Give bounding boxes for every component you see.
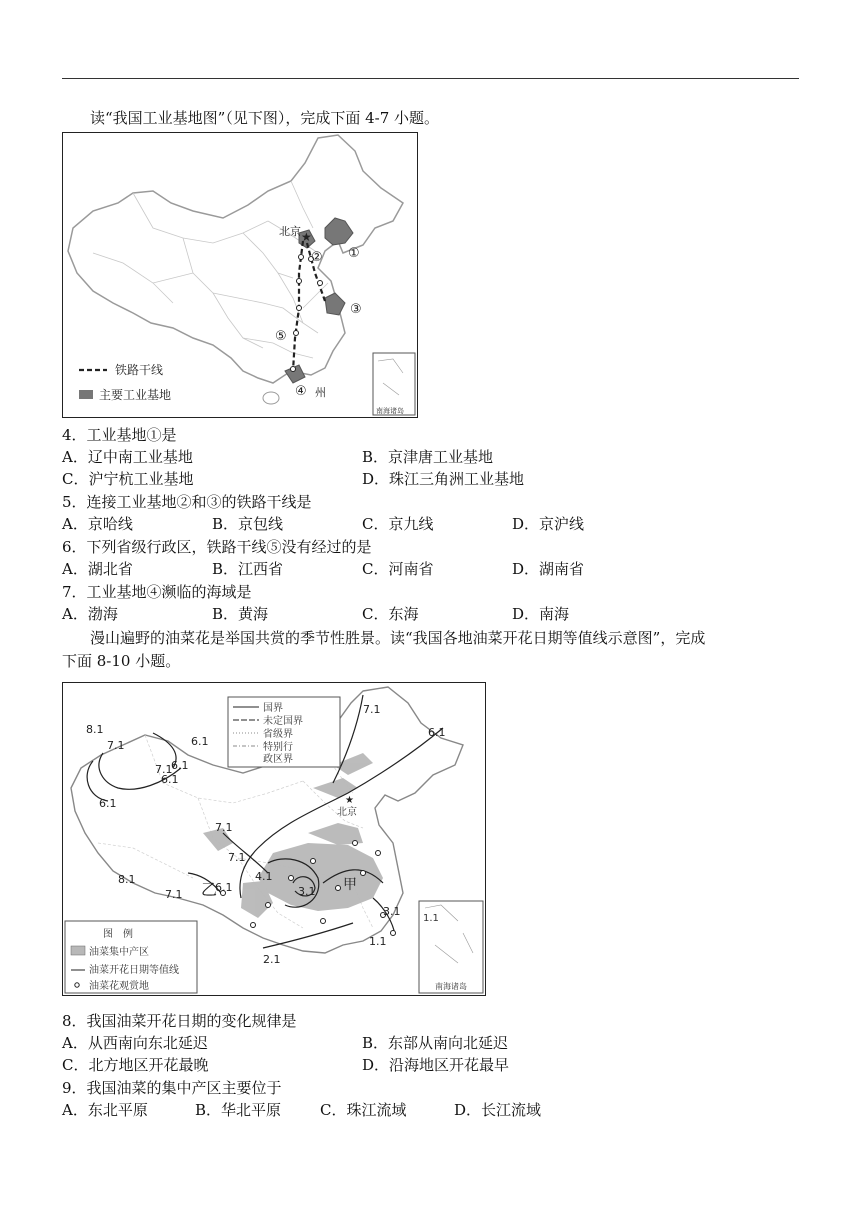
marker-5: ⑤ bbox=[275, 329, 287, 344]
q4-option-a[interactable]: A．辽中南工业基地 bbox=[62, 448, 193, 466]
marker-1: ① bbox=[348, 246, 360, 261]
q8-option-c[interactable]: C．北方地区开花最晚 bbox=[62, 1056, 209, 1074]
q4-option-b[interactable]: B．京津唐工业基地 bbox=[362, 448, 494, 466]
contour-label: 7.1 bbox=[215, 821, 233, 834]
q6-option-a[interactable]: A．湖北省 bbox=[62, 560, 133, 578]
map2-inset-label: 南海诸岛 bbox=[435, 982, 467, 991]
header-rule bbox=[62, 78, 799, 79]
legend-undefined-border: 未定国界 bbox=[263, 716, 303, 727]
legend-base-symbol bbox=[79, 390, 93, 399]
q9-option-b[interactable]: B．华北平原 bbox=[195, 1101, 282, 1119]
marker-3: ③ bbox=[350, 302, 362, 317]
svg-text:★: ★ bbox=[301, 230, 312, 244]
contour-label: 8.1 bbox=[86, 723, 104, 736]
intro-text-2-line2: 下面 8-10 小题。 bbox=[62, 652, 181, 670]
contour-label: 6.1 bbox=[215, 881, 233, 894]
q4-option-c[interactable]: C．沪宁杭工业基地 bbox=[62, 470, 194, 488]
q6-option-c[interactable]: C．河南省 bbox=[362, 560, 434, 578]
q4-stem: 4．工业基地①是 bbox=[62, 426, 177, 444]
q9-option-a[interactable]: A．东北平原 bbox=[62, 1101, 148, 1119]
q9-option-d[interactable]: D．长江流域 bbox=[454, 1101, 542, 1119]
map1-guangzhou-label: 州 bbox=[315, 386, 326, 399]
q9-option-c[interactable]: C．珠江流域 bbox=[320, 1101, 407, 1119]
contour-label: 3.1 bbox=[298, 885, 316, 898]
contour-label: 7.1 bbox=[165, 888, 183, 901]
map2-beijing-label: 北京 bbox=[337, 807, 357, 818]
contour-label: 1.1 bbox=[369, 935, 387, 948]
legend2-contour: 油菜开花日期等值线 bbox=[89, 965, 179, 976]
map1-beijing-label: 北京 bbox=[279, 225, 301, 238]
q8-option-a[interactable]: A．从西南向东北延迟 bbox=[62, 1034, 208, 1052]
svg-text:★: ★ bbox=[345, 795, 354, 806]
q7-stem: 7．工业基地④濒临的海域是 bbox=[62, 583, 252, 601]
q7-option-b[interactable]: B．黄海 bbox=[212, 605, 269, 623]
q5-option-b[interactable]: B．京包线 bbox=[212, 515, 284, 533]
industrial-base-map bbox=[62, 132, 418, 418]
legend-national-border: 国界 bbox=[263, 703, 283, 714]
map1-inset-label: 南海诸岛 bbox=[376, 407, 404, 415]
map2-yi-label: 乙 bbox=[201, 880, 218, 899]
q5-option-c[interactable]: C．京九线 bbox=[362, 515, 434, 533]
legend2-title: 图 例 bbox=[103, 929, 133, 940]
marker-4: ④ bbox=[295, 384, 307, 399]
q4-option-d[interactable]: D．珠江三角洲工业基地 bbox=[362, 470, 525, 488]
q7-option-d[interactable]: D．南海 bbox=[512, 605, 570, 623]
legend-sar-border-2: 政区界 bbox=[263, 754, 293, 765]
q6-stem: 6．下列省级行政区，铁路干线⑤没有经过的是 bbox=[62, 538, 372, 556]
contour-label: 3.1 bbox=[383, 905, 401, 918]
contour-label: 6.1 bbox=[161, 773, 179, 786]
legend-sar-border-1: 特别行 bbox=[263, 742, 293, 753]
legend2-rapeseed: 油菜集中产区 bbox=[89, 947, 149, 958]
contour-label: 7.1 bbox=[228, 851, 246, 864]
contour-label: 8.1 bbox=[118, 873, 136, 886]
contour-label: 7.1 bbox=[363, 703, 381, 716]
intro-text-2-line1: 漫山遍野的油菜花是举国共赏的季节性胜景。读“我国各地油菜开花日期等值线示意图”，完成 bbox=[90, 629, 706, 647]
contour-label: 4.1 bbox=[255, 870, 273, 883]
map2-jia-label: 甲 bbox=[343, 877, 357, 893]
q6-option-d[interactable]: D．湖南省 bbox=[512, 560, 585, 578]
marker-2: ② bbox=[311, 250, 323, 265]
contour-label: 6.1 bbox=[428, 726, 446, 739]
q6-option-b[interactable]: B．江西省 bbox=[212, 560, 284, 578]
contour-label: 6.1 bbox=[99, 797, 117, 810]
contour-label: 6.1 bbox=[191, 735, 209, 748]
q7-option-c[interactable]: C．东海 bbox=[362, 605, 419, 623]
q8-option-d[interactable]: D．沿海地区开花最早 bbox=[362, 1056, 510, 1074]
contour-label: 2.1 bbox=[263, 953, 281, 966]
contour-label: 7.1 bbox=[107, 739, 125, 752]
contour-label: 6.1 bbox=[171, 759, 189, 772]
q7-option-a[interactable]: A．渤海 bbox=[62, 605, 118, 623]
inset-value: 1.1 bbox=[423, 913, 439, 924]
legend-base-label: 主要工业基地 bbox=[99, 388, 172, 402]
rapeseed-flowering-map bbox=[62, 682, 486, 996]
q9-stem: 9．我国油菜的集中产区主要位于 bbox=[62, 1079, 282, 1097]
q5-stem: 5．连接工业基地②和③的铁路干线是 bbox=[62, 493, 312, 511]
q8-option-b[interactable]: B．东部从南向北延迟 bbox=[362, 1034, 509, 1052]
legend-provincial-border: 省级界 bbox=[263, 729, 293, 740]
q5-option-d[interactable]: D．京沪线 bbox=[512, 515, 585, 533]
legend2-viewpoint: 油菜花观赏地 bbox=[89, 981, 149, 992]
q5-option-a[interactable]: A．京哈线 bbox=[62, 515, 133, 533]
contour-label: 7.1 bbox=[155, 763, 173, 776]
q8-stem: 8．我国油菜开花日期的变化规律是 bbox=[62, 1012, 297, 1030]
intro-text-1: 读“我国工业基地图”（见下图），完成下面 4-7 小题。 bbox=[90, 109, 440, 127]
legend-railway-label: 铁路干线 bbox=[115, 363, 164, 377]
